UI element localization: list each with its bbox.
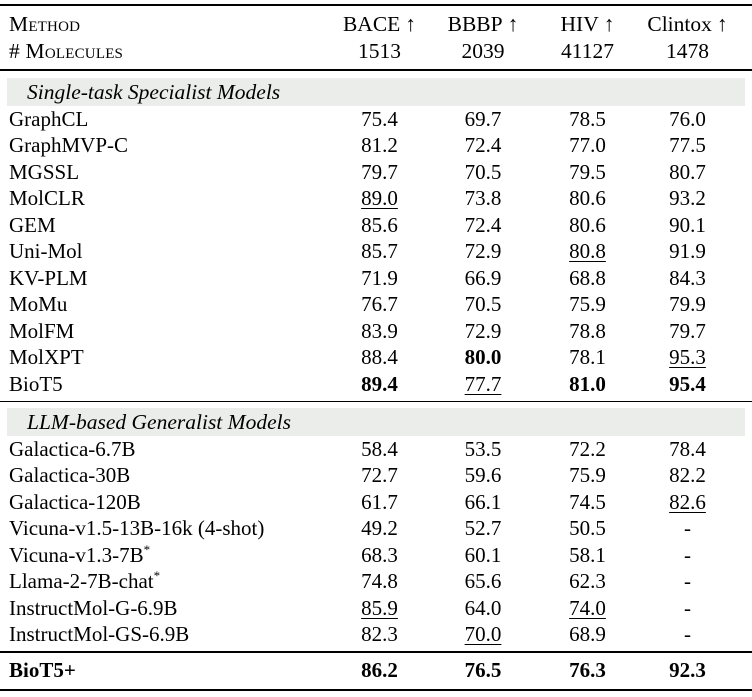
metric-value: 77.7 bbox=[464, 371, 502, 396]
value-cell bbox=[539, 437, 636, 462]
value-cell bbox=[636, 213, 752, 238]
column-header-bbbp bbox=[427, 12, 539, 37]
value-cell bbox=[539, 266, 636, 291]
method-cell: Galactica-30B bbox=[9, 463, 131, 488]
method-cell: GEM bbox=[9, 212, 56, 237]
value-cell bbox=[427, 569, 539, 594]
metric-value: 61.7 bbox=[361, 489, 398, 514]
metric-value: 77.0 bbox=[569, 133, 606, 158]
table-row bbox=[0, 186, 752, 213]
metric-value: 68.3 bbox=[361, 542, 398, 567]
metric-value: 93.2 bbox=[669, 186, 706, 211]
value-cell bbox=[636, 569, 752, 594]
value-cell bbox=[636, 319, 752, 344]
value-cell bbox=[636, 133, 752, 158]
method-cell: Galactica-6.7B bbox=[9, 436, 136, 461]
metric-value: 83.9 bbox=[361, 318, 398, 343]
molecule-count-clintox: 1478 bbox=[666, 39, 709, 63]
value-cell bbox=[539, 596, 636, 621]
value-cell bbox=[539, 516, 636, 541]
metric-value: 71.9 bbox=[361, 265, 398, 290]
metric-value: 95.4 bbox=[669, 371, 706, 396]
value-cell bbox=[636, 345, 752, 370]
value-cell bbox=[332, 213, 427, 238]
metric-value: 70.5 bbox=[464, 159, 502, 184]
table-row bbox=[0, 318, 752, 345]
metric-value: 58.4 bbox=[361, 436, 398, 461]
table-row bbox=[0, 542, 752, 569]
value-cell bbox=[427, 490, 539, 515]
table-row bbox=[0, 516, 752, 543]
method-cell: MGSSL bbox=[9, 159, 80, 184]
table-row bbox=[0, 345, 752, 372]
metric-value: - bbox=[684, 542, 691, 567]
value-cell bbox=[332, 569, 427, 594]
metric-value: 66.1 bbox=[464, 489, 502, 514]
benchmark-results-table bbox=[0, 4, 752, 691]
metric-value: 89.4 bbox=[361, 371, 398, 396]
method-cell: MolXPT bbox=[9, 345, 84, 370]
method-cell: Llama-2-7B-chat* bbox=[9, 568, 161, 594]
value-cell: 86.2 bbox=[361, 658, 398, 682]
method-cell: GraphMVP-C bbox=[9, 133, 128, 158]
value-cell bbox=[332, 622, 427, 647]
table-row bbox=[0, 595, 752, 622]
method-cell: Galactica-120B bbox=[9, 489, 141, 514]
value-cell bbox=[539, 319, 636, 344]
method-cell: GraphCL bbox=[9, 106, 89, 131]
section-title: Single-task Specialist Models bbox=[27, 79, 281, 104]
value-cell bbox=[427, 345, 539, 370]
value-cell bbox=[427, 160, 539, 185]
method-cell: MoMu bbox=[9, 292, 68, 317]
specialist-rows bbox=[0, 106, 752, 398]
value-cell bbox=[539, 160, 636, 185]
metric-value: 52.7 bbox=[464, 516, 502, 541]
value-cell bbox=[636, 160, 752, 185]
metric-value: 69.7 bbox=[464, 106, 502, 131]
metric-value: 72.2 bbox=[569, 436, 606, 461]
metric-value: - bbox=[684, 622, 691, 647]
value-cell bbox=[636, 490, 752, 515]
up-arrow-icon: ↑ bbox=[603, 12, 615, 36]
table-row bbox=[0, 265, 752, 292]
table-row bbox=[0, 622, 752, 649]
metric-value: 58.1 bbox=[569, 542, 606, 567]
metric-value: 82.6 bbox=[669, 489, 706, 514]
table-row bbox=[0, 159, 752, 186]
value-cell bbox=[427, 372, 539, 397]
metric-value: 82.3 bbox=[361, 622, 398, 647]
metric-value: 95.3 bbox=[669, 345, 706, 370]
table-header bbox=[0, 6, 752, 69]
column-name: Clintox bbox=[647, 12, 712, 36]
metric-value: 80.7 bbox=[669, 159, 706, 184]
method-cell: MolFM bbox=[9, 318, 75, 343]
metric-value: 79.7 bbox=[361, 159, 398, 184]
value-cell bbox=[539, 372, 636, 397]
molecules-column-header: # Molecules bbox=[9, 39, 124, 63]
metric-value: 72.9 bbox=[464, 239, 502, 264]
method-cell: BioT5 bbox=[9, 371, 63, 396]
method-cell: KV-PLM bbox=[9, 265, 88, 290]
metric-value: 66.9 bbox=[464, 265, 502, 290]
metric-value: 79.5 bbox=[569, 159, 606, 184]
value-cell bbox=[427, 292, 539, 317]
column-header-clintox bbox=[636, 12, 752, 37]
metric-value: 80.8 bbox=[569, 239, 606, 264]
value-cell bbox=[332, 437, 427, 462]
value-cell bbox=[427, 213, 539, 238]
bottom-rule bbox=[0, 689, 752, 691]
metric-value: 78.5 bbox=[569, 106, 606, 131]
metric-value: 72.4 bbox=[464, 212, 502, 237]
value-cell bbox=[332, 160, 427, 185]
table-row bbox=[0, 463, 752, 490]
metric-value: - bbox=[684, 516, 691, 541]
metric-value: - bbox=[684, 569, 691, 594]
section-band-specialist bbox=[7, 78, 745, 106]
value-cell bbox=[539, 345, 636, 370]
metric-value: 88.4 bbox=[361, 345, 398, 370]
value-cell bbox=[427, 437, 539, 462]
metric-value: 76.7 bbox=[361, 292, 398, 317]
metric-value: 78.1 bbox=[569, 345, 606, 370]
value-cell bbox=[332, 186, 427, 211]
metric-value: 65.6 bbox=[464, 569, 502, 594]
value-cell bbox=[636, 186, 752, 211]
metric-value: 85.7 bbox=[361, 239, 398, 264]
metric-value: 77.5 bbox=[669, 133, 706, 158]
method-column-header: Method bbox=[9, 12, 81, 36]
value-cell bbox=[427, 516, 539, 541]
value-cell bbox=[332, 345, 427, 370]
metric-value: 53.5 bbox=[464, 436, 502, 461]
value-cell: 76.3 bbox=[569, 658, 606, 682]
value-cell bbox=[636, 463, 752, 488]
up-arrow-icon: ↑ bbox=[507, 12, 519, 36]
up-arrow-icon: ↑ bbox=[405, 12, 417, 36]
value-cell bbox=[636, 107, 752, 132]
table-row bbox=[0, 371, 752, 398]
metric-value: 80.0 bbox=[464, 345, 502, 370]
generalist-rows bbox=[0, 436, 752, 648]
table-row-biot5plus bbox=[0, 653, 752, 689]
value-cell bbox=[427, 319, 539, 344]
molecule-count-hiv: 41127 bbox=[561, 39, 614, 63]
column-name: HIV bbox=[560, 12, 599, 36]
value-cell bbox=[332, 239, 427, 264]
value-cell bbox=[332, 463, 427, 488]
metric-value: 72.9 bbox=[464, 318, 502, 343]
value-cell bbox=[539, 213, 636, 238]
footnote-asterisk: * bbox=[153, 568, 161, 584]
value-cell bbox=[539, 622, 636, 647]
value-cell bbox=[636, 543, 752, 568]
metric-value: 85.6 bbox=[361, 212, 398, 237]
metric-value: 78.4 bbox=[669, 436, 706, 461]
value-cell bbox=[539, 490, 636, 515]
metric-value: 78.8 bbox=[569, 318, 606, 343]
value-cell bbox=[539, 133, 636, 158]
metric-value: - bbox=[684, 595, 691, 620]
metric-value: 80.6 bbox=[569, 212, 606, 237]
metric-value: 68.8 bbox=[569, 265, 606, 290]
value-cell bbox=[427, 266, 539, 291]
method-cell: Vicuna-v1.5-13B-16k (4-shot) bbox=[9, 516, 265, 541]
value-cell bbox=[332, 266, 427, 291]
metric-value: 79.9 bbox=[669, 292, 706, 317]
metric-value: 70.0 bbox=[464, 622, 502, 647]
value-cell bbox=[539, 543, 636, 568]
value-cell bbox=[427, 622, 539, 647]
value-cell: 76.5 bbox=[464, 658, 502, 682]
value-cell bbox=[332, 596, 427, 621]
value-cell bbox=[539, 569, 636, 594]
metric-value: 75.4 bbox=[361, 106, 398, 131]
table-row bbox=[0, 569, 752, 596]
value-cell bbox=[427, 186, 539, 211]
value-cell bbox=[427, 107, 539, 132]
metric-value: 60.1 bbox=[464, 542, 502, 567]
value-cell bbox=[427, 133, 539, 158]
metric-value: 49.2 bbox=[361, 516, 398, 541]
metric-value: 74.8 bbox=[361, 569, 398, 594]
value-cell bbox=[636, 266, 752, 291]
metric-value: 76.0 bbox=[669, 106, 706, 131]
value-cell bbox=[539, 463, 636, 488]
table-row bbox=[0, 292, 752, 319]
section-divider-rule bbox=[0, 401, 752, 403]
metric-value: 81.0 bbox=[569, 371, 606, 396]
metric-value: 50.5 bbox=[569, 516, 606, 541]
value-cell bbox=[539, 186, 636, 211]
metric-value: 85.9 bbox=[361, 595, 398, 620]
value-cell bbox=[332, 516, 427, 541]
value-cell bbox=[332, 319, 427, 344]
value-cell bbox=[636, 372, 752, 397]
value-cell bbox=[539, 107, 636, 132]
method-cell: Vicuna-v1.3-7B* bbox=[9, 541, 151, 567]
value-cell bbox=[636, 516, 752, 541]
value-cell bbox=[539, 239, 636, 264]
footnote-asterisk: * bbox=[143, 541, 151, 557]
table-row bbox=[0, 106, 752, 133]
value-cell bbox=[427, 463, 539, 488]
value-cell: 92.3 bbox=[669, 658, 706, 682]
metric-value: 59.6 bbox=[464, 463, 502, 488]
value-cell bbox=[636, 622, 752, 647]
value-cell bbox=[636, 437, 752, 462]
method-cell: Uni-Mol bbox=[9, 239, 83, 264]
metric-value: 91.9 bbox=[669, 239, 706, 264]
molecule-count-bace: 1513 bbox=[358, 39, 401, 63]
column-header-bace bbox=[332, 12, 427, 37]
value-cell bbox=[332, 490, 427, 515]
metric-value: 79.7 bbox=[669, 318, 706, 343]
metric-value: 89.0 bbox=[361, 186, 398, 211]
metric-value: 81.2 bbox=[361, 133, 398, 158]
column-name: BACE bbox=[342, 12, 401, 36]
value-cell bbox=[636, 239, 752, 264]
table-row bbox=[0, 212, 752, 239]
metric-value: 74.5 bbox=[569, 489, 606, 514]
metric-value: 64.0 bbox=[464, 595, 502, 620]
table-row bbox=[0, 436, 752, 463]
value-cell bbox=[332, 107, 427, 132]
table-row bbox=[0, 239, 752, 266]
method-cell: BioT5+ bbox=[9, 658, 76, 682]
value-cell bbox=[539, 292, 636, 317]
table-row bbox=[0, 489, 752, 516]
metric-value: 75.9 bbox=[569, 463, 606, 488]
metric-value: 62.3 bbox=[569, 569, 606, 594]
table-row bbox=[0, 133, 752, 160]
header-rule bbox=[0, 69, 752, 71]
metric-value: 73.8 bbox=[464, 186, 502, 211]
metric-value: 68.9 bbox=[569, 622, 606, 647]
value-cell bbox=[332, 292, 427, 317]
metric-value: 82.2 bbox=[669, 463, 706, 488]
metric-value: 75.9 bbox=[569, 292, 606, 317]
method-cell: MolCLR bbox=[9, 186, 85, 211]
value-cell bbox=[332, 133, 427, 158]
method-cell: InstructMol-G-6.9B bbox=[9, 595, 178, 620]
metric-value: 72.4 bbox=[464, 133, 502, 158]
metric-value: 70.5 bbox=[464, 292, 502, 317]
method-cell: InstructMol-GS-6.9B bbox=[9, 622, 190, 647]
up-arrow-icon: ↑ bbox=[716, 12, 728, 36]
value-cell bbox=[427, 543, 539, 568]
section-band-generalist bbox=[7, 408, 745, 436]
paper-table-page bbox=[0, 4, 752, 697]
column-header-hiv bbox=[539, 12, 636, 37]
metric-value: 74.0 bbox=[569, 595, 606, 620]
metric-value: 84.3 bbox=[669, 265, 706, 290]
header-row-names bbox=[0, 11, 752, 38]
molecule-count-bbbp: 2039 bbox=[461, 39, 505, 63]
value-cell bbox=[427, 239, 539, 264]
column-name: BBBP bbox=[447, 12, 503, 36]
value-cell bbox=[332, 372, 427, 397]
value-cell bbox=[427, 596, 539, 621]
metric-value: 72.7 bbox=[361, 463, 398, 488]
value-cell bbox=[636, 292, 752, 317]
header-row-counts bbox=[0, 38, 752, 65]
metric-value: 90.1 bbox=[669, 212, 706, 237]
section-title: LLM-based Generalist Models bbox=[27, 409, 291, 434]
value-cell bbox=[332, 543, 427, 568]
metric-value: 80.6 bbox=[569, 186, 606, 211]
value-cell bbox=[636, 596, 752, 621]
